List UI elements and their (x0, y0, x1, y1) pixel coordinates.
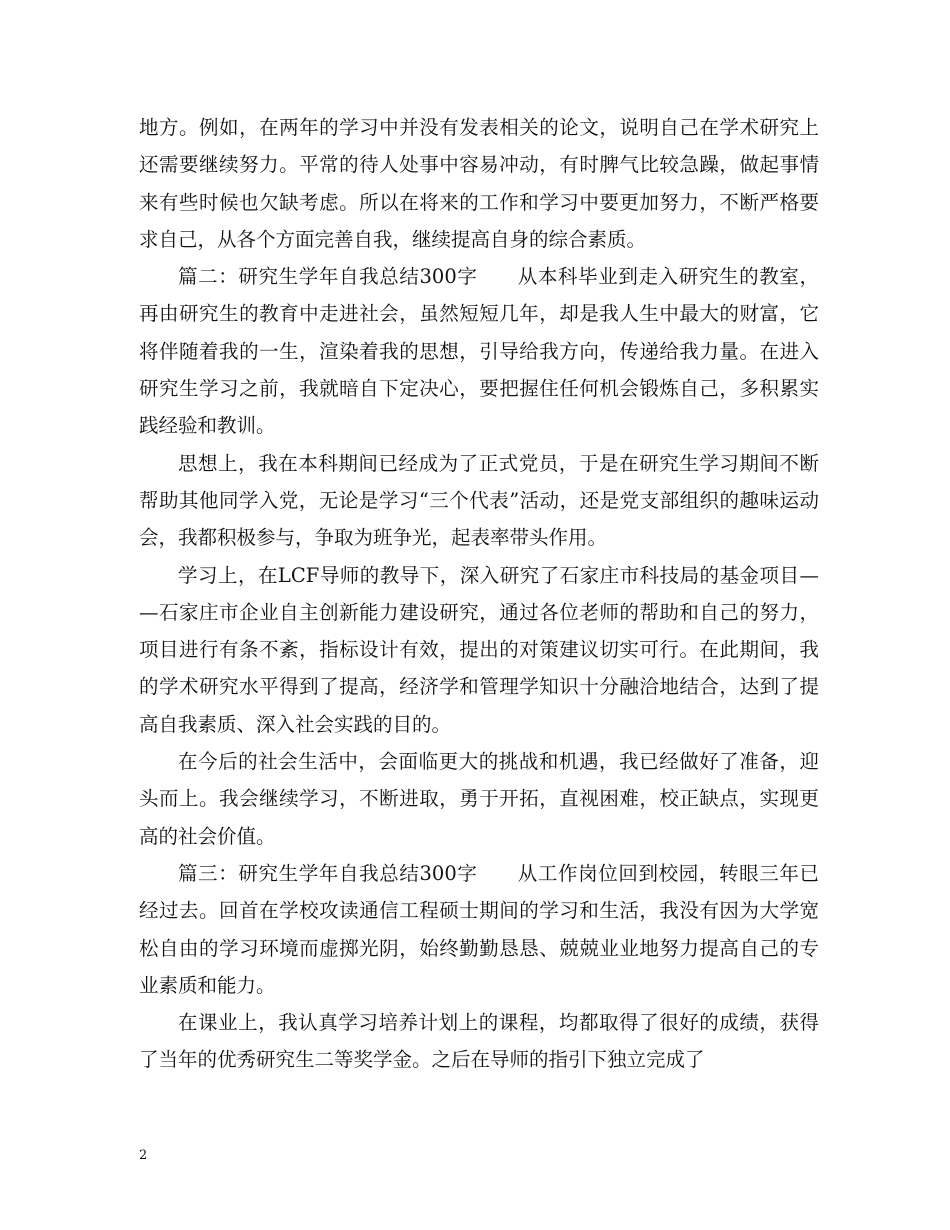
paragraph-7: 在课业上，我认真学习培养计划上的课程，均都取得了很好的成绩，获得了当年的优秀研究生二等奖学金。之后在导师的指引下独立完成了 (139, 1011, 819, 1072)
paragraph-5: 在今后的社会生活中，会面临更大的挑战和机遇，我已经做好了准备，迎头而上。我会继续学习，不断进取，勇于开拓，直视困难，校正缺点，实现更高的社会价值。 (139, 750, 819, 848)
page-number: 2 (139, 1148, 148, 1163)
paragraph-6: 篇三：研究生学年自我总结300字 从工作岗位回到校园，转眼三年已经过去。回首在学校攻读通信工程硕士期间的学习和生活，我没有因为大学宽松自由的学习环境而虚掷光阴，始终勤勤恳恳、兢兢业业地努力提高自己的专业素质和能力。 (139, 861, 819, 997)
paragraph-3: 思想上，我在本科期间已经成为了正式党员，于是在研究生学习期间不断帮助其他同学入党，无论是学习“三个代表”活动，还是党支部组织的趣味运动会，我都积极参与，争取为班争光，起表率带头作用。 (139, 451, 819, 550)
paragraph-2: 篇二：研究生学年自我总结300字 从本科毕业到走入研究生的教室，再由研究生的教育中走进社会，虽然短短几年，却是我人生中最大的财富，它将伴随着我的一生，渲染着我的思想，引导给我方向，传递给我力量。在进入研究生学习之前，我就暗自下定决心，要把握住任何机会锻炼自己，多积累实践经验和教训。 (139, 265, 819, 438)
paragraph-1: 地方。例如，在两年的学习中并没有发表相关的论文，说明自己在学术研究上还需要继续努力。平常的待人处事中容易冲动，有时脾气比较急躁，做起事情来有些时候也欠缺考虑。所以在将来的工作和学习中要更加努力，不断严格要求自己，从各个方面完善自我，继续提高自身的综合素质。 (139, 116, 819, 251)
paragraph-4: 学习上，在LCF导师的教导下，深入研究了石家庄市科技局的基金项目——石家庄市企业自主创新能力建设研究，通过各位老师的帮助和自己的努力，项目进行有条不紊，指标设计有效，提出的对策建议切实可行。在此期间，我的学术研究水平得到了提高，经济学和管理学知识十分融洽地结合，达到了提高自我素质、深入社会实践的目的。 (139, 563, 819, 736)
document-body (139, 109, 819, 1079)
